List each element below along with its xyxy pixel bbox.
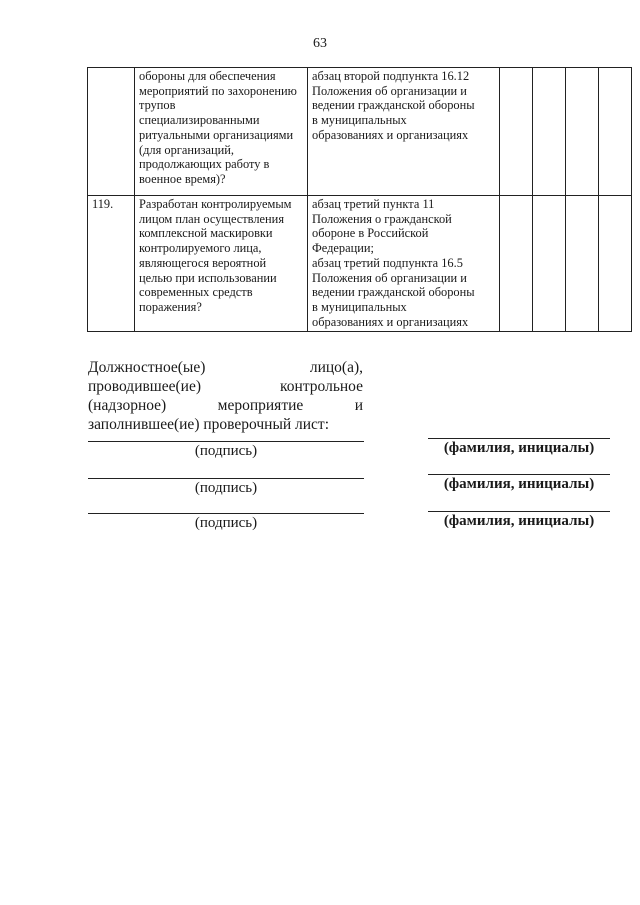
official-line: заполнившее(ие) проверочный лист: xyxy=(88,416,330,433)
legal-line: абзац третий подпункта 16.5 xyxy=(312,255,463,270)
legal-line: ведении гражданской обороны xyxy=(312,285,475,300)
name-line[interactable] xyxy=(428,474,610,475)
question-line: Разработан контролируемым xyxy=(139,197,292,211)
question-line: целью при использовании xyxy=(139,270,277,285)
answer-no-cell[interactable] xyxy=(533,196,566,332)
table-row xyxy=(88,196,632,332)
name-caption: (фамилия, инициалы) xyxy=(443,513,595,529)
official-persons-block xyxy=(88,358,363,434)
question-line: мероприятий по захоронению xyxy=(139,83,297,98)
legal-basis-cell xyxy=(308,196,500,332)
checklist-table xyxy=(87,67,632,332)
signature-caption: (подпись) xyxy=(194,443,258,459)
answer-yes-cell[interactable] xyxy=(500,196,533,332)
legal-line: в муниципальных xyxy=(312,113,407,128)
signature-line[interactable] xyxy=(88,513,364,514)
legal-line: образованиях и организациях xyxy=(312,314,469,329)
question-line: продолжающих работу в xyxy=(139,157,270,172)
name-line[interactable] xyxy=(428,511,610,512)
official-line: (надзорное) мероприятие и xyxy=(88,397,363,414)
legal-line: обороне в Российской xyxy=(312,226,429,241)
question-line: комплексной маскировки xyxy=(139,226,273,241)
question-cell xyxy=(135,68,308,196)
question-line: поражения? xyxy=(139,299,202,314)
legal-line: в муниципальных xyxy=(312,299,407,314)
name-caption: (фамилия, инициалы) xyxy=(443,440,595,456)
row-number-cell xyxy=(88,68,135,196)
name-line[interactable] xyxy=(428,438,610,439)
question-line: трупов xyxy=(139,98,176,113)
legal-line: Федерации; xyxy=(312,241,374,256)
legal-line: образованиях и организациях xyxy=(312,127,469,142)
legal-line: Положения о гражданской xyxy=(312,211,452,226)
legal-basis-cell xyxy=(308,68,500,196)
legal-line: ведении гражданской обороны xyxy=(312,98,475,113)
legal-line: абзац третий пункта 11 xyxy=(312,197,435,211)
legal-line: Положения об организации и xyxy=(312,83,467,98)
question-line: контролируемого лица, xyxy=(139,241,262,256)
signature-line[interactable] xyxy=(88,478,364,479)
table-row xyxy=(88,68,632,196)
official-line: проводившее(ие) контрольное xyxy=(88,378,363,395)
question-line: являющегося вероятной xyxy=(139,255,267,270)
page-number: 63 xyxy=(313,36,327,51)
signature-line[interactable] xyxy=(88,441,364,442)
signature-caption: (подпись) xyxy=(194,515,258,531)
question-cell xyxy=(135,196,308,332)
legal-line: Положения об организации и xyxy=(312,270,467,285)
question-line: современных средств xyxy=(139,285,253,300)
row-number-cell: 119. xyxy=(88,196,135,332)
signature-caption: (подпись) xyxy=(194,480,258,496)
question-line: ритуальными организациями xyxy=(139,127,294,142)
question-line: обороны для обеспечения xyxy=(139,69,276,83)
note-cell[interactable] xyxy=(599,196,632,332)
question-line: лицом план осуществления xyxy=(139,211,285,226)
question-line: военное время)? xyxy=(139,171,226,186)
question-line: специализированными xyxy=(139,113,260,128)
question-line: (для организаций, xyxy=(139,142,235,157)
answer-na-cell[interactable] xyxy=(566,196,599,332)
legal-line: абзац второй подпункта 16.12 xyxy=(312,69,470,83)
note-cell[interactable] xyxy=(599,68,632,196)
answer-no-cell[interactable] xyxy=(533,68,566,196)
official-line: Должностное(ые) лицо(а), xyxy=(88,359,363,376)
name-caption: (фамилия, инициалы) xyxy=(443,476,595,492)
answer-yes-cell[interactable] xyxy=(500,68,533,196)
answer-na-cell[interactable] xyxy=(566,68,599,196)
